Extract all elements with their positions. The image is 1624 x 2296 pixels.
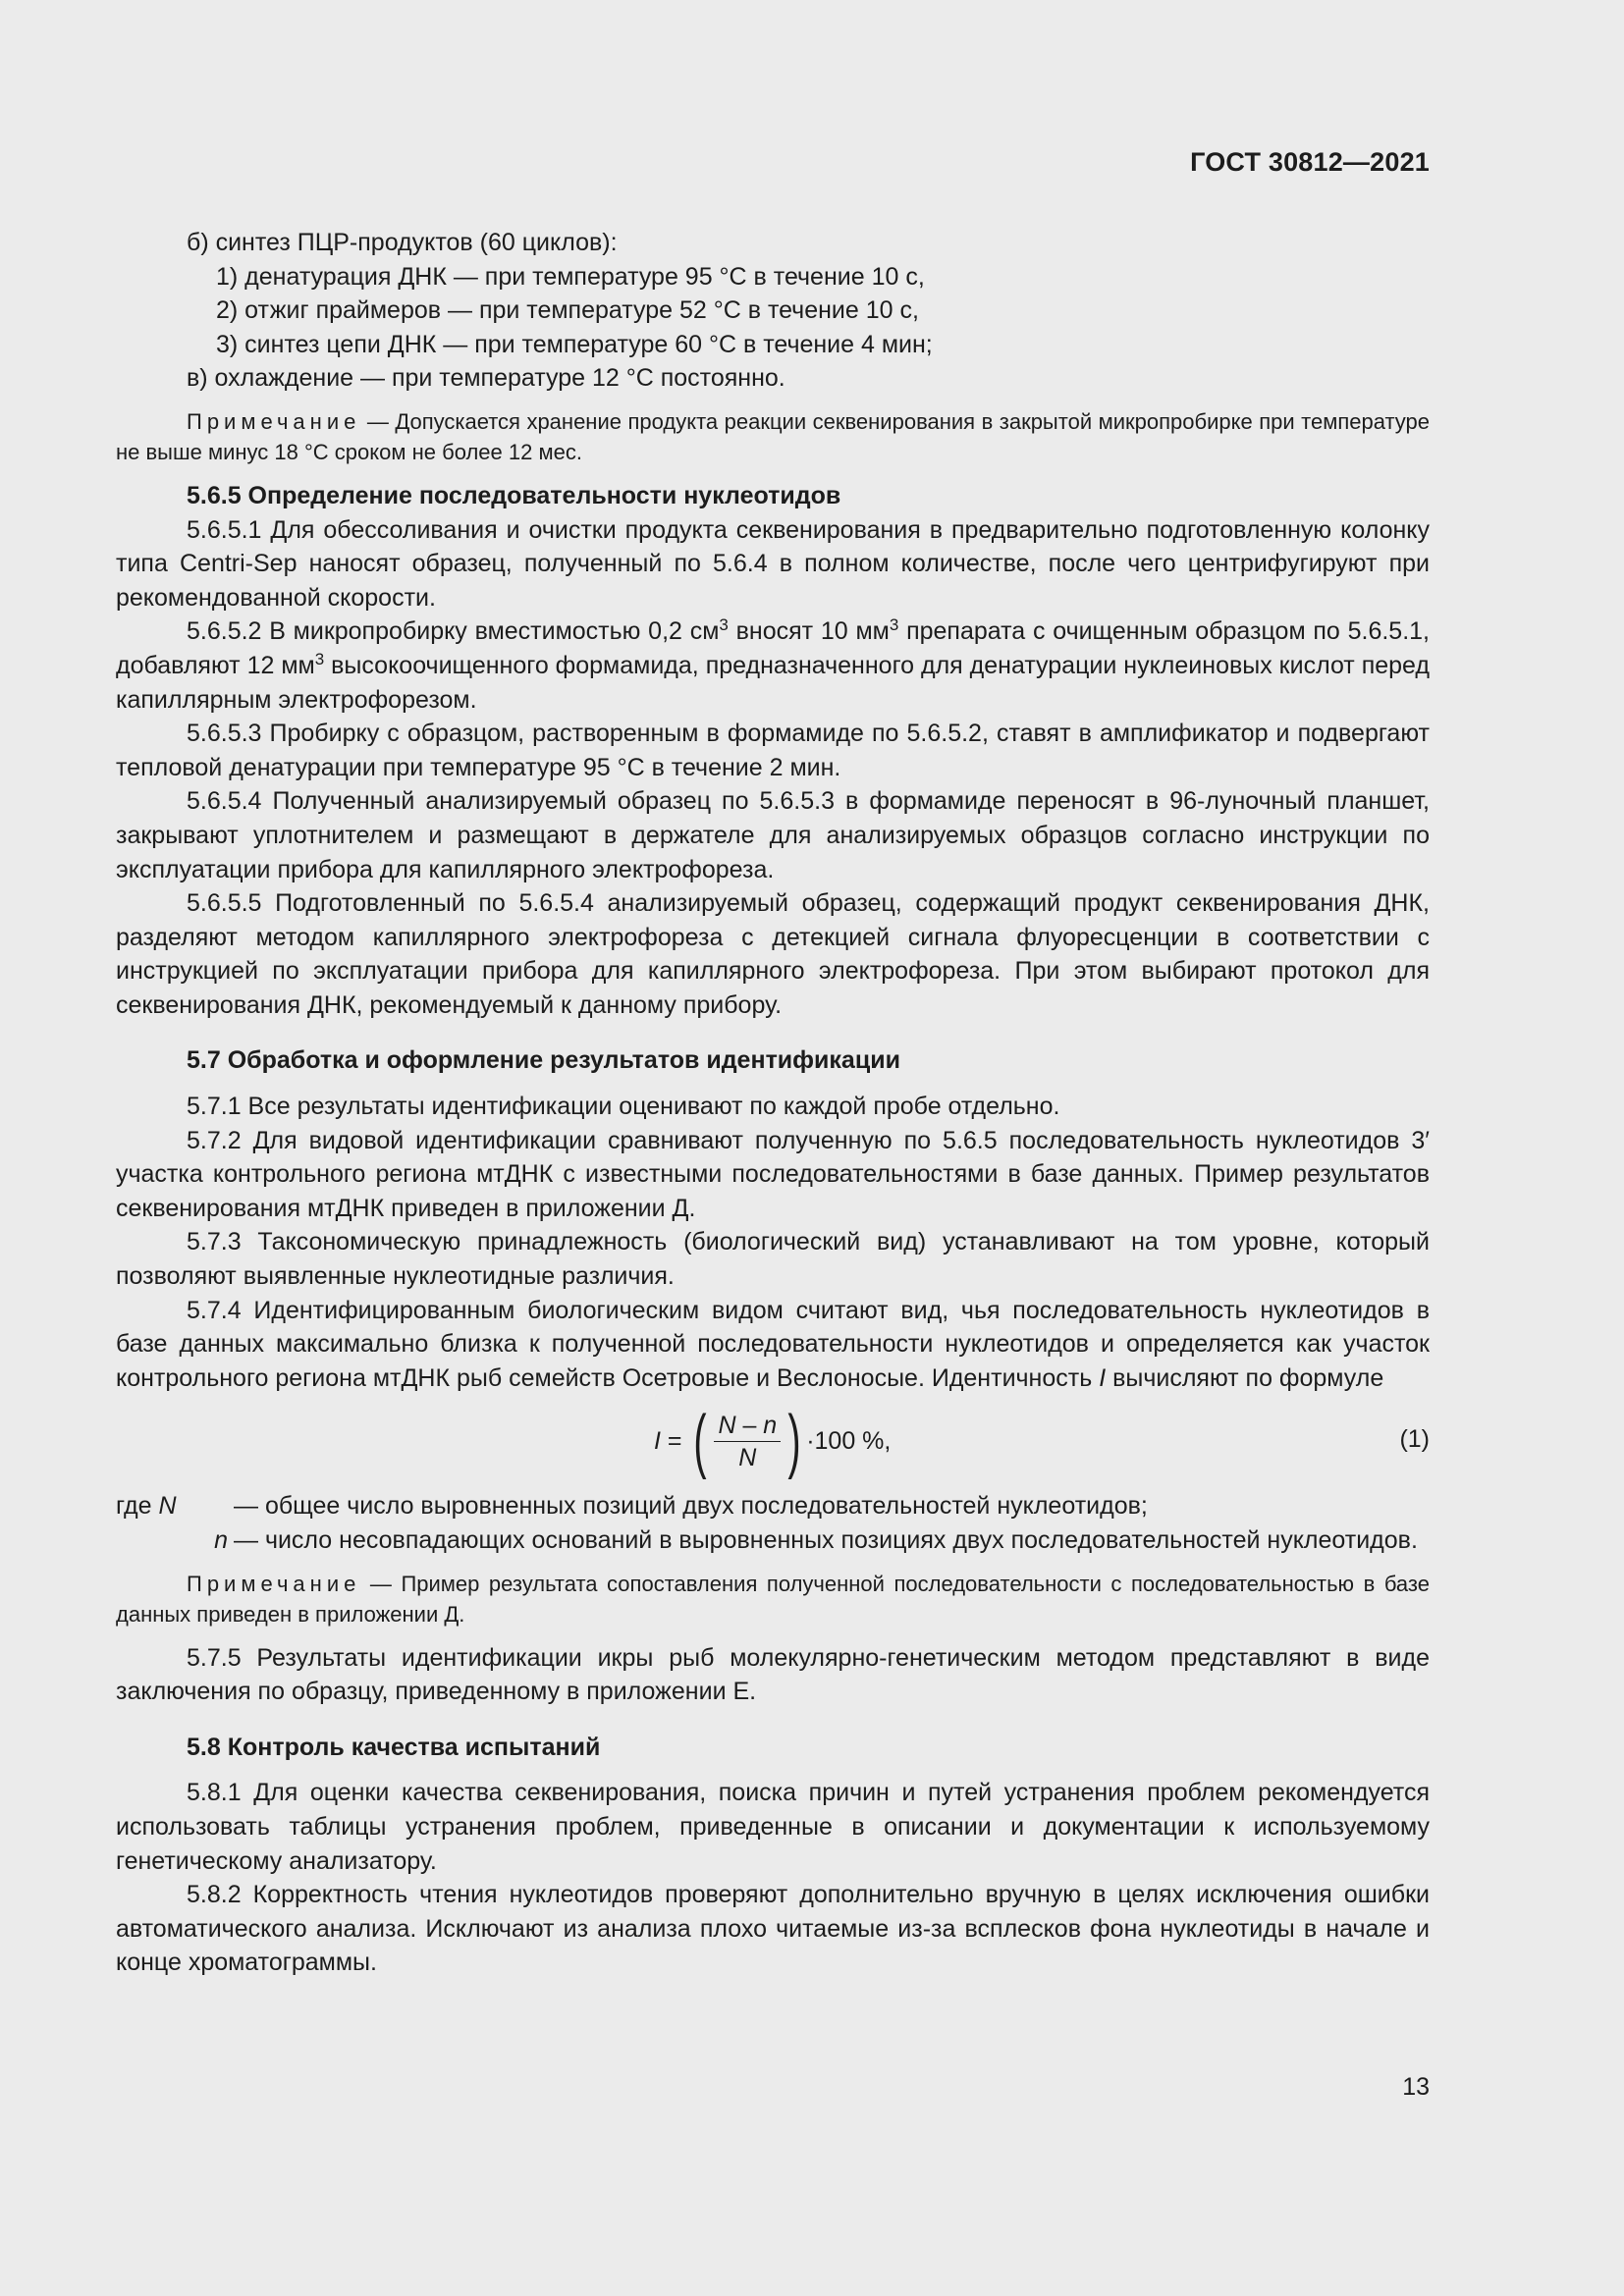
text-run: вносят 10 мм: [728, 617, 890, 646]
where-label: [116, 1523, 234, 1558]
variable-I: I: [1099, 1363, 1107, 1392]
identity-formula: [654, 1402, 892, 1481]
list-item-c: в) охлаждение — при температуре 12 °С постоянно.: [187, 364, 785, 393]
text-run: препарата с очищенным образцом по 5.6.5.1, добавляют 12 мм: [116, 617, 1431, 679]
note-text: — Допускается хранение продукта реакции секвенирования в закрытой микропробирке при температуре не выше минус 18 °С сроком не более 12 мес.: [116, 408, 1430, 464]
formula-number: (1): [1399, 1425, 1430, 1454]
formula-rhs: ·100 %,: [806, 1427, 892, 1456]
text-run: вычисляют по формуле: [1106, 1363, 1384, 1392]
where-word: где: [116, 1492, 159, 1521]
page-number: 13: [1402, 2073, 1430, 2101]
formula-lhs: I: [654, 1427, 661, 1456]
superscript: 3: [889, 615, 899, 635]
formula-fraction: [714, 1410, 781, 1473]
note-label: Примечание: [187, 408, 361, 434]
var-n: n: [763, 1411, 778, 1439]
fraction-denominator: N: [738, 1443, 757, 1471]
paragraph-5-7-4: [116, 1294, 1430, 1396]
where-var-n: n: [214, 1526, 228, 1554]
section-heading-5-8: 5.8 Контроль качества испытаний: [187, 1733, 601, 1761]
text-run: высокоочищенного формамида, предназначенного для денатурации нуклеиновых кислот перед капиллярным электрофорезом.: [116, 651, 1430, 714]
document-header: ГОСТ 30812—2021: [1190, 147, 1430, 177]
formula-equals: =: [660, 1427, 689, 1456]
list-item-b: б) синтез ПЦР-продуктов (60 циклов):: [187, 229, 618, 256]
where-item-N: [116, 1489, 1430, 1523]
superscript: 3: [314, 649, 325, 668]
section-heading-5-6-5: 5.6.5 Определение последовательности нуклеотидов: [187, 481, 841, 509]
list-item-b3: 3) синтез цепи ДНК — при температуре 60 °С в течение 4 мин;: [216, 330, 933, 358]
section-heading-5-7: 5.7 Обработка и оформление результатов идентификации: [187, 1046, 900, 1075]
fraction-numerator: [714, 1410, 781, 1442]
paragraph-5-8-2: 5.8.2 Корректность чтения нуклеотидов проверяют дополнительно вручную в целях исключения ошибки автоматического анализа. Исключают из анализа плохо читаемые из-за всплесков фона нуклеотиды в начале и конце хроматограммы.: [116, 1881, 1430, 1977]
paragraph-5-8-1: 5.8.1 Для оценки качества секвенирования, поиска причин и путей устранения проблем рекомендуется использовать таблицы устранения проблем, приведенные в описании и документации к используемому генетическому анализатору.: [116, 1779, 1430, 1875]
formula-block: [116, 1397, 1430, 1483]
list-item-b1: 1) денатурация ДНК — при температуре 95 °С в течение 10 с,: [216, 262, 925, 291]
right-paren: ): [787, 1402, 801, 1481]
paragraph-5-6-5-3: 5.6.5.3 Пробирку с образцом, растворенным в формамиде по 5.6.5.2, ставят в амплификатор и подвергают тепловой денатурации при температуре 95 °С в течение 2 мин.: [116, 720, 1430, 781]
where-definition-n: — число несовпадающих оснований в выровненных позициях двух последовательностей нуклеотидов.: [234, 1526, 1418, 1554]
paragraph-5-6-5-2: [116, 614, 1430, 717]
note-storage: [116, 406, 1430, 467]
where-item-n: [116, 1523, 1430, 1558]
where-label: [116, 1489, 234, 1523]
var-N: N: [718, 1411, 736, 1439]
page-content: [116, 226, 1430, 1980]
paragraph-5-7-2: 5.7.2 Для видовой идентификации сравнивают полученную по 5.6.5 последовательность нуклеотидов 3′ участка контрольного региона мтДНК с известными последовательностями в базе данных. Пример результатов секвенирования мтДНК приведен в приложении Д.: [116, 1126, 1430, 1222]
text-run: 5.7.4 Идентифицированным биологическим видом считают вид, чья последовательность нуклеотидов в базе данных максимально близка к полученной последовательности нуклеотидов и определяется как участок контрольного региона мтДНК рыб семейств Осетровые и Веслоносые. Идентичность: [116, 1296, 1430, 1392]
left-paren: (: [693, 1402, 708, 1481]
superscript: 3: [719, 615, 729, 635]
paragraph-5-7-3: 5.7.3 Таксономическую принадлежность (биологический вид) устанавливают на том уровне, который позволяют выявленные нуклеотидные различия.: [116, 1228, 1430, 1291]
minus-sign: –: [735, 1411, 764, 1439]
paragraph-5-6-5-4: 5.6.5.4 Полученный анализируемый образец по 5.6.5.3 в формамиде переносят в 96-луночный планшет, закрывают уплотнителем и размещают в держателе для анализируемых образцов согласно инструкции по эксплуатации прибора для капиллярного электрофореза.: [116, 787, 1430, 883]
note-comparison: [116, 1569, 1430, 1629]
where-definition-N: — общее число выровненных позиций двух последовательностей нуклеотидов;: [234, 1492, 1148, 1521]
where-var-N: N: [158, 1492, 177, 1521]
note-text: — Пример результата сопоставления полученной последовательности с последовательностью в базе данных приведен в приложении Д.: [116, 1571, 1430, 1627]
paragraph-5-7-1: 5.7.1 Все результаты идентификации оценивают по каждой пробе отдельно.: [187, 1093, 1060, 1121]
text-run: 5.6.5.2 В микропробирку вместимостью 0,2 см: [187, 617, 720, 646]
list-item-b2: 2) отжиг праймеров — при температуре 52 °С в течение 10 с,: [216, 296, 919, 325]
note-label: Примечание: [187, 1571, 361, 1596]
paragraph-5-6-5-5: 5.6.5.5 Подготовленный по 5.6.5.4 анализируемый образец, содержащий продукт секвенирования ДНК, разделяют методом капиллярного электрофореза с детекцией сигнала флуоресценции в соответствии с инструкцией по эксплуатации прибора для капиллярного электрофореза. При этом выбирают протокол для секвенирования ДНК, рекомендуемый к данному прибору.: [116, 889, 1430, 1019]
paragraph-5-7-5: 5.7.5 Результаты идентификации икры рыб молекулярно-генетическим методом представляют в виде заключения по образцу, приведенному в приложении Е.: [116, 1643, 1430, 1706]
paragraph-5-6-5-1: 5.6.5.1 Для обессоливания и очистки продукта секвенирования в предварительно подготовленную колонку типа Centri-Sep наносят образец, полученный по 5.6.4 в полном количестве, после чего центрифугируют при рекомендованной скорости.: [116, 515, 1430, 612]
